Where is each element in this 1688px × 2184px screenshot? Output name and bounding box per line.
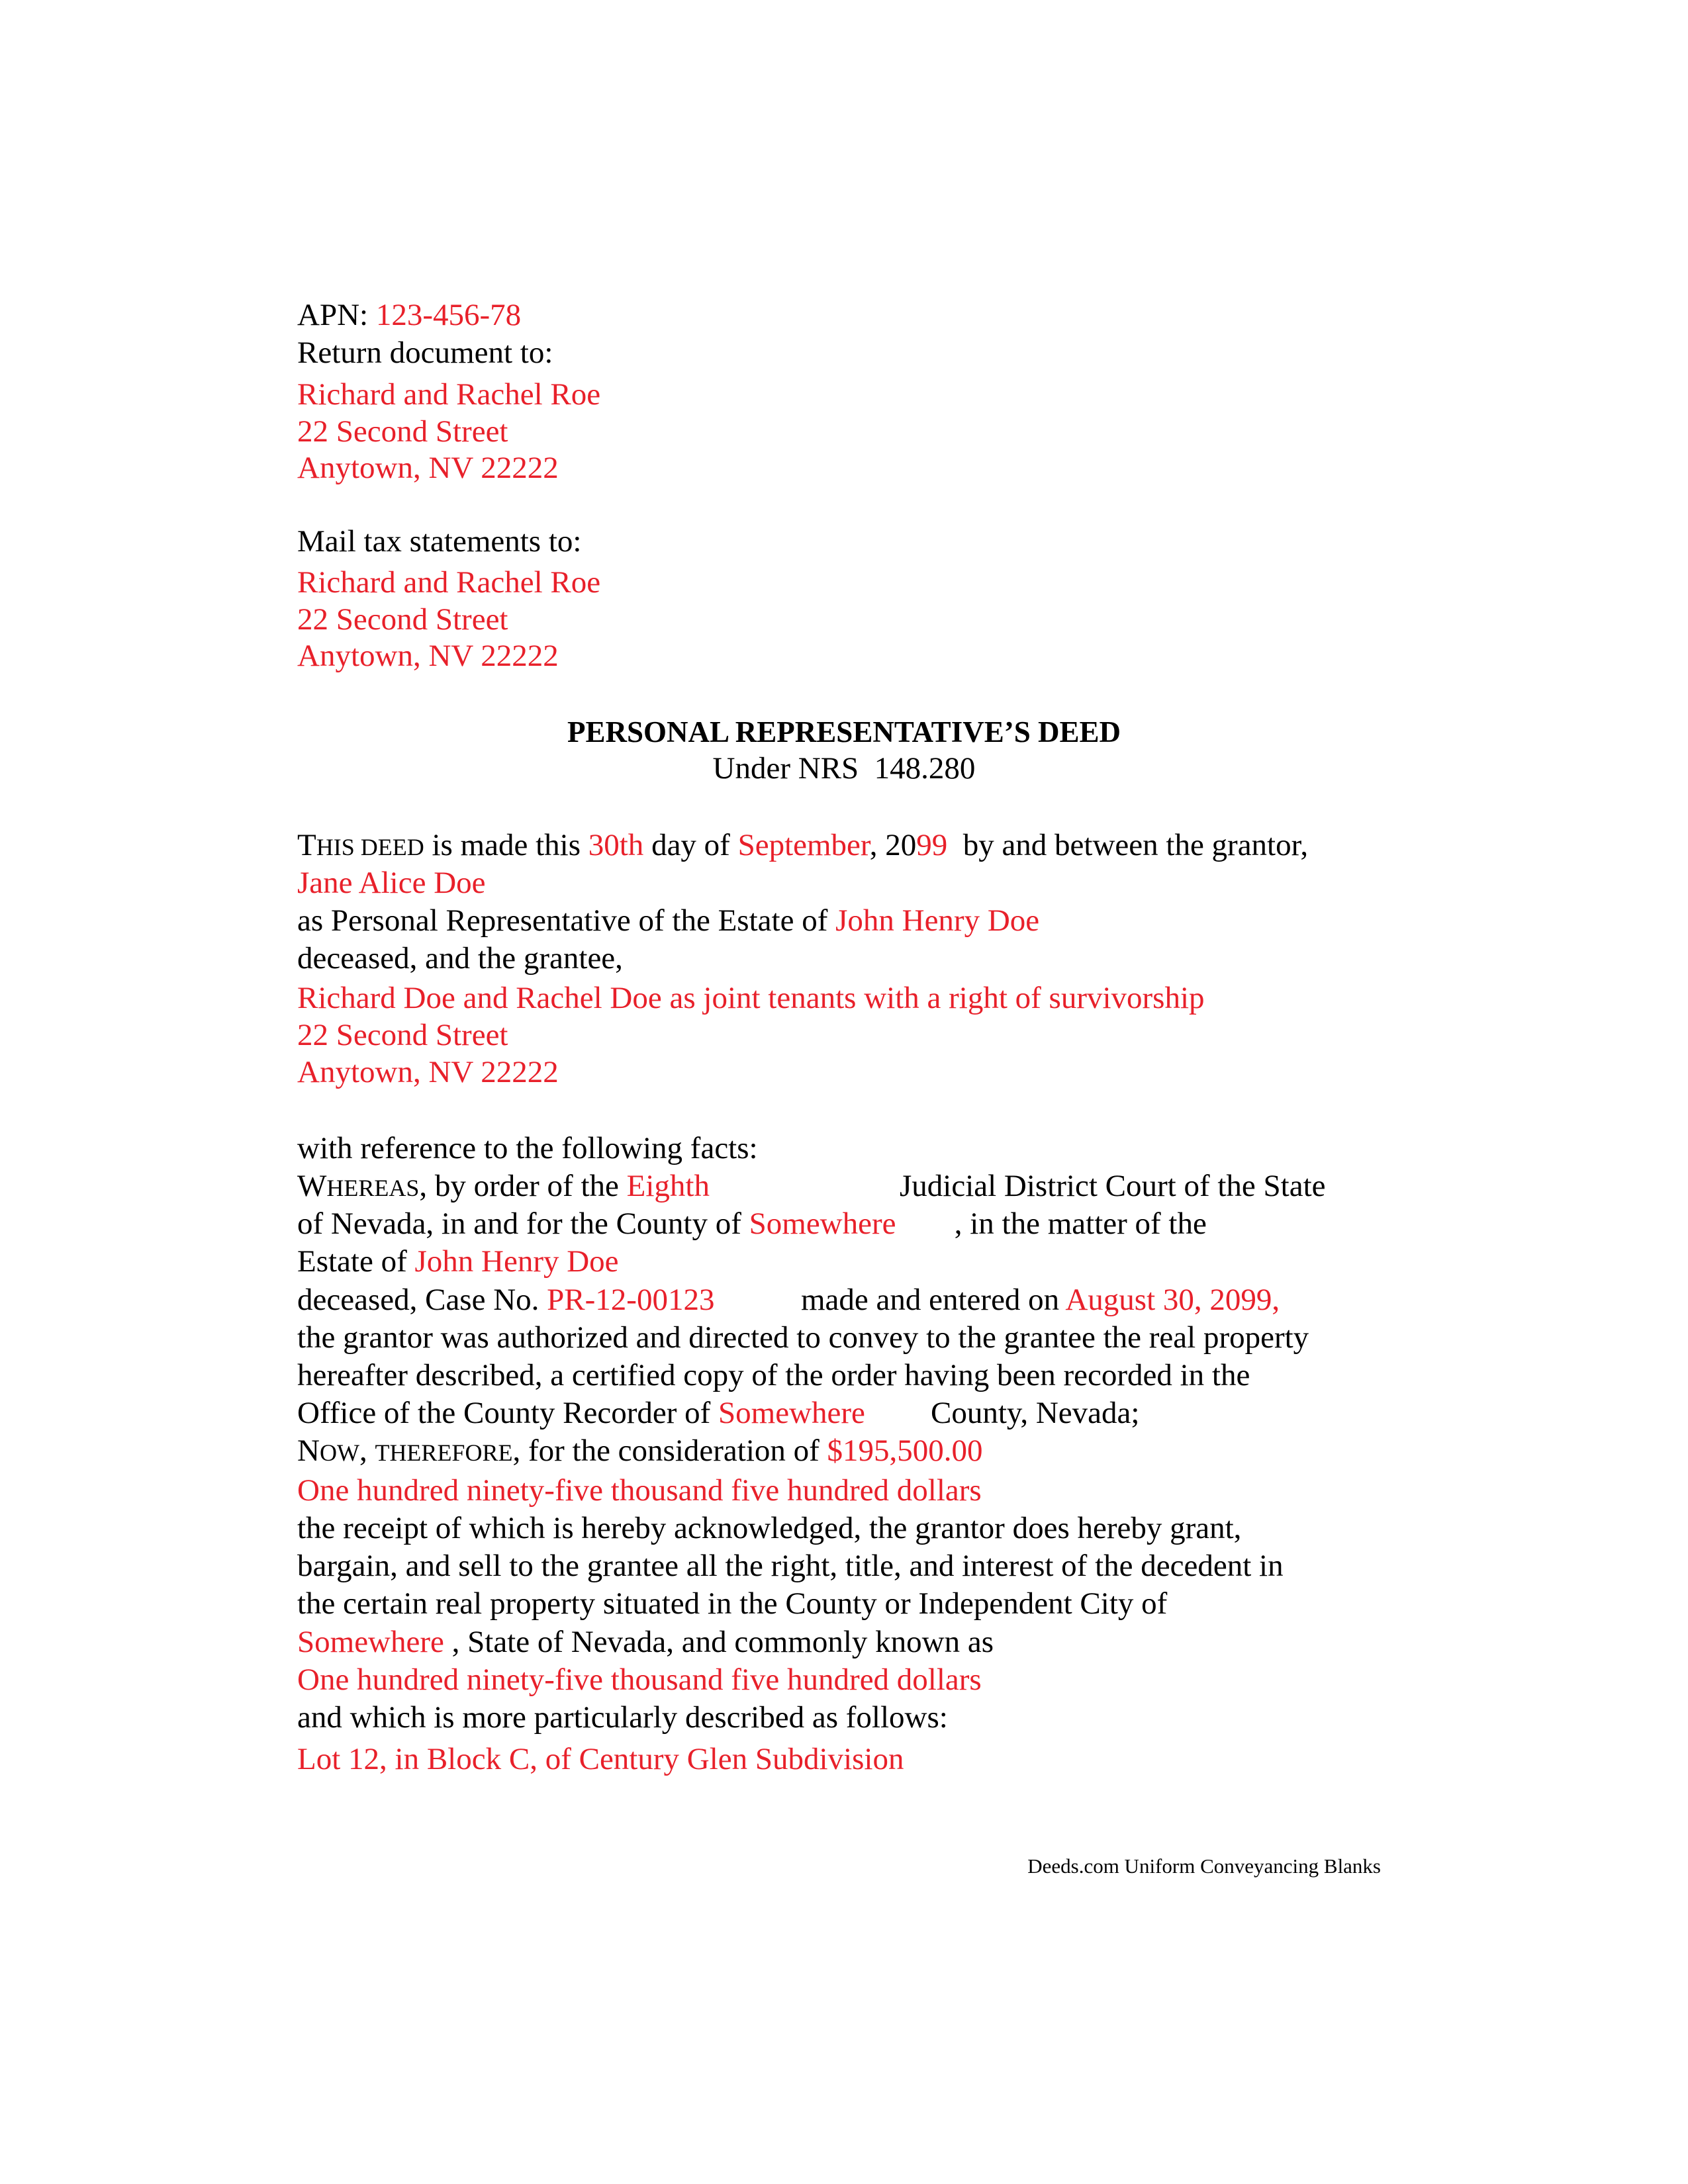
estate-line <box>297 1243 619 1280</box>
mail-street: 22 Second Street <box>297 602 508 637</box>
bargain-text: bargain, and sell to the grantee all the right, title, and interest of the decedent in <box>297 1549 1284 1583</box>
day-value: 30th <box>588 828 644 862</box>
with-reference: with reference to the following facts: <box>297 1131 758 1165</box>
mail-label: Mail tax statements to: <box>297 524 582 559</box>
common-name: One hundred ninety-five thousand five hundred dollars <box>297 1662 982 1697</box>
as-pr-text: as Personal Representative of the Estate of <box>297 903 836 938</box>
hereafter-text: hereafter described, a certified copy of the order having been recorded in the <box>297 1358 1250 1392</box>
grantee-name: Richard Doe and Rachel Doe as joint tenants with a right of survivorship <box>297 981 1205 1015</box>
recorder-county: Somewhere <box>718 1396 865 1430</box>
deed-subtitle: Under NRS 148.280 <box>712 751 976 786</box>
of-nevada-line <box>297 1205 896 1242</box>
decedent-name: John Henry Doe <box>835 903 1040 938</box>
grantor-name: Jane Alice Doe <box>297 866 486 900</box>
order-date: August 30, 2099, <box>1065 1283 1280 1317</box>
day-of: day of <box>643 828 738 862</box>
of-nevada-text: of Nevada, in and for the County of <box>297 1206 749 1241</box>
now-first: N <box>297 1433 320 1468</box>
grantee-street: 22 Second Street <box>297 1018 508 1052</box>
return-label: Return document to: <box>297 336 553 370</box>
deceased-grantee: deceased, and the grantee, <box>297 941 623 976</box>
apn-label: APN: <box>297 298 369 332</box>
receipt-text: the receipt of which is hereby acknowledged, the grantor does hereby grant, <box>297 1511 1242 1545</box>
by-order: , by order of the <box>419 1169 627 1203</box>
month-value: September <box>737 828 870 862</box>
case-line <box>297 1281 714 1318</box>
by-between: by and between the grantor, <box>947 828 1309 862</box>
return-name: Richard and Rachel Roe <box>297 377 601 412</box>
as-pr-line <box>297 902 1039 939</box>
more-particular: and which is more particularly described as follows: <box>297 1700 948 1735</box>
consideration: , for the consideration of <box>512 1433 827 1468</box>
this-first: T <box>297 828 316 862</box>
deed-title: PERSONAL REPRESENTATIVE’S DEED <box>567 715 1121 749</box>
whereas-first: W <box>297 1169 327 1203</box>
in-matter-text: , in the matter of the <box>947 1206 1207 1241</box>
therefore-first: T <box>375 1439 390 1466</box>
apn-line <box>297 296 521 334</box>
grantor-authorized: the grantor was authorized and directed to convey to the grantee the real property <box>297 1320 1309 1355</box>
now-therefore-line: NOW, THEREFORE, for the consideration of $195,500.00 <box>297 1433 983 1468</box>
made-entered-line <box>801 1281 1280 1318</box>
is-made: is made this <box>424 828 588 862</box>
estate-of: Estate of <box>297 1244 415 1279</box>
case-value: PR-12-00123 <box>547 1283 715 1317</box>
county-value: Somewhere <box>749 1206 896 1241</box>
now-rest: OW <box>319 1439 359 1466</box>
therefore-rest: HEREFORE <box>389 1439 513 1466</box>
return-city: Anytown, NV 22222 <box>297 451 559 485</box>
this-rest: HIS DEED <box>316 834 424 860</box>
county-nevada: County, Nevada; <box>931 1396 1140 1430</box>
judicial-text: Judicial District Court of the State <box>900 1169 1326 1203</box>
office-line <box>297 1394 865 1432</box>
made-entered: made and entered on <box>801 1283 1066 1317</box>
legal-description: Lot 12, in Block C, of Century Glen Subdivision <box>297 1742 904 1776</box>
footer-text: Deeds.com Uniform Conveyancing Blanks <box>1027 1854 1381 1878</box>
apn-value: 123-456-78 <box>375 298 522 332</box>
district-value: Eighth <box>626 1169 710 1203</box>
intro-line <box>297 827 1308 866</box>
deceased-case: deceased, Case No. <box>297 1283 547 1317</box>
amount-value: $195,500.00 <box>827 1433 983 1468</box>
state-known: , State of Nevada, and commonly known as <box>444 1625 994 1659</box>
return-street: 22 Second Street <box>297 414 508 449</box>
property-county: Somewhere <box>297 1625 444 1659</box>
year-prefix: , 20 <box>869 828 917 862</box>
grantee-city: Anytown, NV 22222 <box>297 1055 559 1089</box>
whereas-rest: HEREAS <box>326 1175 420 1201</box>
mail-city: Anytown, NV 22222 <box>297 639 559 673</box>
certain-text: the certain real property situated in the County or Independent City of <box>297 1586 1168 1621</box>
estate-name: John Henry Doe <box>414 1244 619 1279</box>
amount-words: One hundred ninety-five thousand five hundred dollars <box>297 1473 982 1508</box>
mail-name: Richard and Rachel Roe <box>297 565 601 600</box>
year-value: 99 <box>916 828 948 862</box>
office-of: Office of the County Recorder of <box>297 1396 719 1430</box>
property-county-line <box>297 1623 994 1661</box>
whereas-line <box>297 1167 710 1206</box>
